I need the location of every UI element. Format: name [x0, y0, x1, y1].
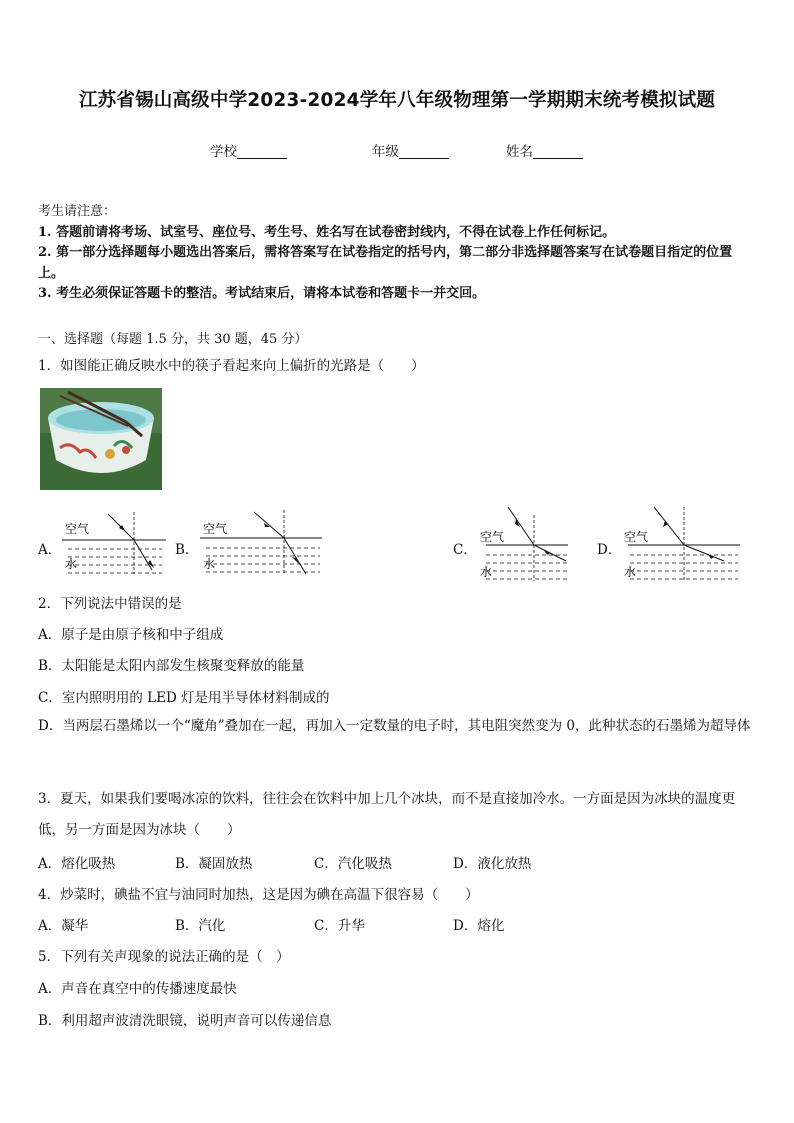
question-2-stem: 2．下列说法中错误的是 — [38, 596, 182, 612]
q3-option-a[interactable]: A．熔化吸热 — [38, 856, 116, 872]
notes-item-1: 1. 答题前请将考场、试室号、座位号、考生号、姓名写在试卷密封线内，不得在试卷上作任何标记。 — [38, 224, 616, 240]
q4-option-b[interactable]: B．汽化 — [175, 918, 226, 934]
q2-option-a[interactable]: A．原子是由原子核和中子组成 — [38, 627, 224, 643]
school-blank[interactable] — [237, 144, 287, 159]
page-title: 江苏省锡山高级中学2023-2024学年八年级物理第一学期期末统考模拟试题 — [78, 90, 716, 111]
air-label-c: 空气 — [480, 530, 505, 544]
notes-item-2: 2. 第一部分选择题每小题选出答案后，需将答案写在试卷指定的括号内，第二部分非选择题答案写在试卷题目指定的位置上。 — [38, 245, 733, 281]
option-b-label[interactable]: B． — [175, 542, 199, 558]
q5-option-a[interactable]: A．声音在真空中的传播速度最快 — [38, 981, 237, 997]
chopsticks-bowl-photo — [40, 388, 162, 490]
question-3-stem: 3．夏天，如果我们要喝冰凉的饮料，往往会在饮料中加上几个冰块，而不是直接加冷水。一方面是因为冰块的温度更低，另一方面是因为冰块（ ） — [38, 791, 736, 838]
water-label-c: 水 — [480, 565, 493, 579]
diagram-option-b[interactable] — [200, 508, 324, 578]
water-label-d: 水 — [624, 565, 637, 579]
school-field[interactable] — [210, 140, 287, 160]
q4-option-a[interactable]: A．凝华 — [38, 918, 89, 934]
q4-option-d[interactable]: D．熔化 — [453, 918, 505, 934]
diagram-option-c[interactable] — [478, 505, 574, 583]
q3-option-b[interactable]: B．凝固放热 — [175, 856, 253, 872]
notes-heading: 考生请注意： — [38, 204, 117, 219]
water-label-b: 水 — [203, 557, 216, 571]
section-title: 一、选择题（每题 1.5 分，共 30 题，45 分） — [38, 332, 308, 347]
exam-notes — [38, 202, 758, 305]
question-5-stem: 5．下列有关声现象的说法正确的是（ ） — [38, 949, 290, 965]
question-1-stem: 1．如图能正确反映水中的筷子看起来向上偏折的光路是（ ） — [38, 358, 425, 374]
air-label-b: 空气 — [203, 522, 228, 536]
q2-option-d[interactable]: D．当两层石墨烯以一个“魔角”叠加在一起，再加入一定数量的电子时，其电阻突然变为 0，此种状态的石墨烯为超导体 — [38, 718, 751, 734]
air-label-a: 空气 — [65, 522, 90, 536]
question-4-stem: 4．炒菜时，碘盐不宜与油同时加热，这是因为碘在高温下很容易（ ） — [38, 887, 479, 903]
student-info-row — [0, 140, 794, 160]
school-label: 学校 — [210, 144, 237, 160]
name-field[interactable] — [506, 140, 583, 160]
name-label: 姓名 — [506, 144, 533, 160]
grade-blank[interactable] — [399, 144, 449, 159]
diagram-option-d[interactable] — [622, 505, 742, 583]
grade-field[interactable] — [372, 140, 449, 160]
q2-option-c[interactable]: C．室内照明用的 LED 灯是用半导体材料制成的 — [38, 690, 330, 706]
grade-label: 年级 — [372, 144, 399, 160]
q3-option-c[interactable]: C．汽化吸热 — [314, 856, 392, 872]
air-label-d: 空气 — [624, 530, 649, 544]
arrow-icon — [663, 521, 668, 527]
q3-option-d[interactable]: D．液化放热 — [453, 856, 532, 872]
option-a-label[interactable]: A． — [38, 542, 62, 558]
option-c-label[interactable]: C． — [453, 542, 477, 558]
q4-option-c[interactable]: C．升华 — [314, 918, 365, 934]
notes-item-3: 3. 考生必须保证答题卡的整洁。考试结束后，请将本试卷和答题卡一并交回。 — [38, 286, 486, 302]
q5-option-b[interactable]: B．利用超声波清洗眼镜，说明声音可以传递信息 — [38, 1013, 332, 1029]
q2-option-b[interactable]: B．太阳能是太阳内部发生核聚变释放的能量 — [38, 658, 305, 674]
water-label-a: 水 — [65, 557, 78, 571]
diagram-option-a[interactable] — [62, 508, 168, 578]
name-blank[interactable] — [533, 144, 583, 159]
option-d-label[interactable]: D． — [597, 542, 622, 558]
